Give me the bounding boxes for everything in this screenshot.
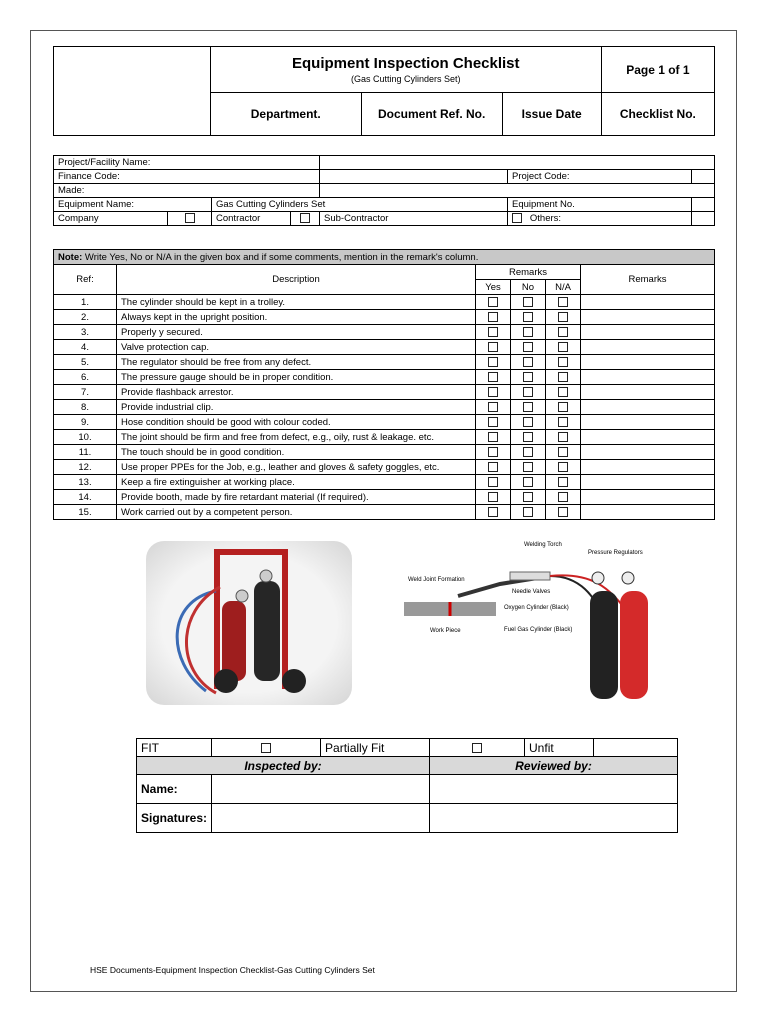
item-description: The pressure gauge should be in proper condition.	[117, 370, 476, 385]
gas-cutting-set-photo	[146, 541, 352, 705]
na-checkbox[interactable]	[546, 505, 581, 520]
oxy-fuel-diagram	[400, 536, 683, 704]
na-checkbox[interactable]	[546, 295, 581, 310]
fit-label: FIT	[137, 739, 212, 757]
item-remarks-field[interactable]	[581, 415, 715, 430]
item-ref: 10.	[54, 430, 117, 445]
na-checkbox[interactable]	[546, 355, 581, 370]
info-table	[53, 155, 715, 226]
fit-checkbox[interactable]	[212, 739, 321, 757]
page-number: Page 1 of 1	[601, 47, 714, 93]
item-ref: 2.	[54, 310, 117, 325]
no-checkbox[interactable]	[511, 490, 546, 505]
item-remarks-field[interactable]	[581, 445, 715, 460]
item-description: The touch should be in good condition.	[117, 445, 476, 460]
table-row	[54, 415, 715, 430]
table-row	[54, 325, 715, 340]
item-description: Provide flashback arrestor.	[117, 385, 476, 400]
logo-cell	[54, 47, 211, 136]
header-table	[53, 46, 715, 136]
reviewer-signature-field[interactable]	[430, 804, 678, 833]
na-checkbox[interactable]	[546, 460, 581, 475]
doc-ref-label: Document Ref. No.	[361, 93, 502, 136]
yes-checkbox[interactable]	[476, 490, 511, 505]
na-checkbox[interactable]	[546, 430, 581, 445]
yes-checkbox[interactable]	[476, 415, 511, 430]
others-label: Others:	[529, 213, 562, 224]
equipment-no-field[interactable]	[691, 198, 714, 212]
inspector-name-field[interactable]	[212, 775, 430, 804]
na-checkbox[interactable]	[546, 415, 581, 430]
project-code-label: Project Code:	[507, 170, 691, 184]
item-remarks-field[interactable]	[581, 370, 715, 385]
subcontractor-checkbox-others[interactable]	[507, 212, 691, 226]
equipment-no-label: Equipment No.	[507, 198, 691, 212]
page-title: Equipment Inspection Checklist	[291, 55, 520, 72]
item-remarks-field[interactable]	[581, 475, 715, 490]
item-remarks-field[interactable]	[581, 490, 715, 505]
checklist-no-label: Checklist No.	[601, 93, 714, 136]
table-row	[54, 445, 715, 460]
inspected-by-header: Inspected by:	[137, 757, 430, 775]
yes-checkbox[interactable]	[476, 355, 511, 370]
na-checkbox[interactable]	[546, 325, 581, 340]
no-checkbox[interactable]	[511, 400, 546, 415]
subcontractor-label: Sub-Contractor	[320, 212, 508, 226]
table-row	[54, 355, 715, 370]
label-work-piece: Work Piece	[430, 628, 461, 634]
no-checkbox[interactable]	[511, 415, 546, 430]
finance-code-field[interactable]	[320, 170, 508, 184]
item-description: The joint should be firm and free from defect, e.g., oily, rust & leakage. etc.	[117, 430, 476, 445]
na-checkbox[interactable]	[546, 340, 581, 355]
yes-checkbox[interactable]	[476, 460, 511, 475]
note-row	[54, 250, 715, 265]
yes-checkbox[interactable]	[476, 430, 511, 445]
item-ref: 5.	[54, 355, 117, 370]
result-table	[136, 738, 678, 833]
table-row	[54, 385, 715, 400]
yes-checkbox[interactable]	[476, 385, 511, 400]
name-label: Name:	[137, 775, 212, 804]
no-checkbox[interactable]	[511, 475, 546, 490]
footer-text: HSE Documents-Equipment Inspection Checklist-Gas Cutting Cylinders Set	[90, 965, 375, 975]
yes-header: Yes	[476, 280, 511, 295]
unfit-label: Unfit	[525, 739, 594, 757]
yes-checkbox[interactable]	[476, 445, 511, 460]
item-description: Always kept in the upright position.	[117, 310, 476, 325]
no-checkbox[interactable]	[511, 430, 546, 445]
description-header: Description	[117, 265, 476, 295]
item-description: Hose condition should be good with colour coded.	[117, 415, 476, 430]
no-header: No	[511, 280, 546, 295]
equipment-name-value: Gas Cutting Cylinders Set	[212, 198, 508, 212]
na-header: N/A	[546, 280, 581, 295]
yes-checkbox[interactable]	[476, 310, 511, 325]
remarks-group-header: Remarks	[476, 265, 581, 280]
department-label: Department.	[210, 93, 361, 136]
company-label: Company	[54, 212, 168, 226]
no-checkbox[interactable]	[511, 325, 546, 340]
no-checkbox[interactable]	[511, 385, 546, 400]
item-ref: 13.	[54, 475, 117, 490]
inspector-signature-field[interactable]	[212, 804, 430, 833]
item-remarks-field[interactable]	[581, 505, 715, 520]
yes-checkbox[interactable]	[476, 370, 511, 385]
yes-checkbox[interactable]	[476, 475, 511, 490]
item-ref: 9.	[54, 415, 117, 430]
item-remarks-field[interactable]	[581, 340, 715, 355]
item-ref: 11.	[54, 445, 117, 460]
na-checkbox[interactable]	[546, 445, 581, 460]
item-ref: 15.	[54, 505, 117, 520]
reviewed-by-header: Reviewed by:	[430, 757, 678, 775]
item-description: Keep a fire extinguisher at working place.	[117, 475, 476, 490]
issue-date-label: Issue Date	[502, 93, 601, 136]
checklist-table	[53, 249, 715, 520]
item-remarks-field[interactable]	[581, 400, 715, 415]
item-description: Valve protection cap.	[117, 340, 476, 355]
no-checkbox[interactable]	[511, 310, 546, 325]
item-ref: 7.	[54, 385, 117, 400]
table-row	[54, 370, 715, 385]
table-row	[54, 460, 715, 475]
no-checkbox[interactable]	[511, 295, 546, 310]
item-ref: 6.	[54, 370, 117, 385]
item-description: Work carried out by a competent person.	[117, 505, 476, 520]
no-checkbox[interactable]	[511, 505, 546, 520]
label-weld-joint: Weld Joint Formation	[408, 577, 465, 583]
table-row	[54, 430, 715, 445]
yes-checkbox[interactable]	[476, 340, 511, 355]
no-checkbox[interactable]	[511, 370, 546, 385]
item-remarks-field[interactable]	[581, 430, 715, 445]
na-checkbox[interactable]	[546, 400, 581, 415]
table-row	[54, 310, 715, 325]
unfit-checkbox[interactable]	[594, 739, 678, 757]
item-description: Properly y secured.	[117, 325, 476, 340]
yes-checkbox[interactable]	[476, 400, 511, 415]
label-fuel: Fuel Gas Cylinder (Black)	[504, 627, 573, 633]
na-checkbox[interactable]	[546, 370, 581, 385]
item-ref: 4.	[54, 340, 117, 355]
table-row	[54, 490, 715, 505]
item-description: Use proper PPEs for the Job, e.g., leather and gloves & safety goggles, etc.	[117, 460, 476, 475]
label-oxygen: Oxygen Cylinder (Black)	[504, 605, 569, 611]
na-checkbox[interactable]	[546, 385, 581, 400]
table-row	[54, 505, 715, 520]
label-pressure-regulators: Pressure Regulators	[588, 550, 643, 556]
page-subtitle: (Gas Cutting Cylinders Set)	[350, 74, 461, 84]
partial-label: Partially Fit	[321, 739, 430, 757]
finance-code-label: Finance Code:	[54, 170, 320, 184]
label-needle-valves: Needle Valves	[512, 589, 551, 595]
remarks-header: Remarks	[581, 265, 715, 295]
item-description: Provide industrial clip.	[117, 400, 476, 415]
equipment-name-label: Equipment Name:	[54, 198, 212, 212]
item-remarks-field[interactable]	[581, 325, 715, 340]
item-remarks-field[interactable]	[581, 295, 715, 310]
yes-checkbox[interactable]	[476, 325, 511, 340]
no-checkbox[interactable]	[511, 340, 546, 355]
table-row	[54, 295, 715, 310]
no-checkbox[interactable]	[511, 460, 546, 475]
na-checkbox[interactable]	[546, 310, 581, 325]
na-checkbox[interactable]	[546, 490, 581, 505]
company-checkbox[interactable]	[168, 212, 212, 226]
table-row	[54, 475, 715, 490]
table-row	[54, 400, 715, 415]
item-description: Provide booth, made by fire retardant material (If required).	[117, 490, 476, 505]
yes-checkbox[interactable]	[476, 505, 511, 520]
yes-checkbox[interactable]	[476, 295, 511, 310]
signatures-label: Signatures:	[137, 804, 212, 833]
na-checkbox[interactable]	[546, 475, 581, 490]
contractor-checkbox[interactable]	[291, 212, 320, 226]
item-remarks-field[interactable]	[581, 385, 715, 400]
project-name-field[interactable]	[320, 156, 715, 170]
item-description: The cylinder should be kept in a trolley.	[117, 295, 476, 310]
item-ref: 14.	[54, 490, 117, 505]
item-ref: 12.	[54, 460, 117, 475]
partial-checkbox[interactable]	[430, 739, 525, 757]
item-ref: 8.	[54, 400, 117, 415]
item-remarks-field[interactable]	[581, 460, 715, 475]
item-ref: 1.	[54, 295, 117, 310]
contractor-label: Contractor	[212, 212, 291, 226]
item-ref: 3.	[54, 325, 117, 340]
no-checkbox[interactable]	[511, 445, 546, 460]
made-field[interactable]	[320, 184, 715, 198]
item-remarks-field[interactable]	[581, 310, 715, 325]
label-welding-torch: Welding Torch	[524, 542, 562, 548]
note-label: Note:	[58, 251, 83, 263]
title-cell	[210, 47, 601, 93]
item-remarks-field[interactable]	[581, 355, 715, 370]
no-checkbox[interactable]	[511, 355, 546, 370]
others-field[interactable]	[691, 212, 714, 226]
reviewer-name-field[interactable]	[430, 775, 678, 804]
ref-header: Ref:	[54, 265, 117, 295]
project-code-field[interactable]	[691, 170, 714, 184]
note-text: Write Yes, No or N/A in the given box and if some comments, mention in the remark's column.	[84, 251, 479, 263]
table-row	[54, 340, 715, 355]
project-name-label: Project/Facility Name:	[54, 156, 320, 170]
item-description: The regulator should be free from any defect.	[117, 355, 476, 370]
made-label: Made:	[54, 184, 320, 198]
